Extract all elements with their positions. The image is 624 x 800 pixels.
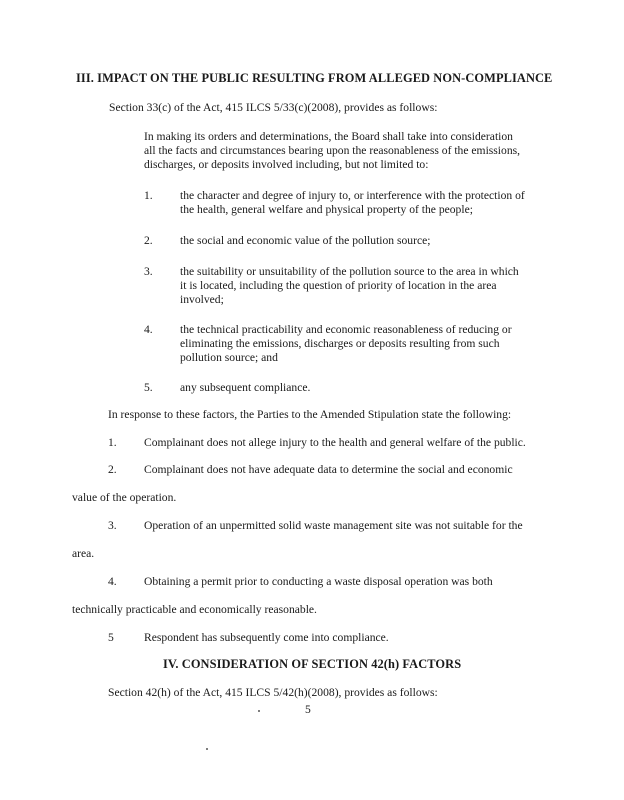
- factor-text: the social and economic value of the pollution source;: [180, 234, 431, 247]
- section-33c-intro: Section 33(c) of the Act, 415 ILCS 5/33(c)(2008), provides as follows:: [109, 101, 438, 114]
- factor-text: the character and degree of injury to, or interference with the protection of: [180, 189, 525, 202]
- factor-number: 3.: [144, 265, 153, 278]
- section-iii-heading: III. IMPACT ON THE PUBLIC RESULTING FROM ALLEGED NON-COMPLIANCE: [76, 71, 553, 85]
- response-intro: In response to these factors, the Parties to the Amended Stipulation state the following:: [108, 408, 512, 421]
- factor-text: the technical practicability and economic reasonableness of reducing or: [180, 323, 512, 336]
- response-number: 5: [108, 631, 114, 644]
- response-number: 1.: [108, 436, 117, 449]
- quote-line: all the facts and circumstances bearing upon the reasonableness of the emissions,: [144, 144, 521, 157]
- response-text-continuation: value of the operation.: [72, 491, 177, 504]
- factor-number: 5.: [144, 381, 153, 394]
- scan-speck: [206, 748, 208, 750]
- response-number: 4.: [108, 575, 117, 588]
- scan-speck: [258, 710, 260, 712]
- factor-number: 4.: [144, 323, 153, 336]
- factor-text: eliminating the emissions, discharges or deposits resulting from such: [180, 337, 500, 350]
- factor-text: the health, general welfare and physical property of the people;: [180, 203, 473, 216]
- response-text: Complainant does not have adequate data to determine the social and economic: [144, 463, 513, 476]
- quote-line: In making its orders and determinations, the Board shall take into consideration: [144, 130, 513, 143]
- section-42h-intro: Section 42(h) of the Act, 415 ILCS 5/42(h)(2008), provides as follows:: [108, 686, 438, 699]
- response-text: Complainant does not allege injury to the health and general welfare of the public.: [144, 436, 526, 449]
- factor-text: pollution source; and: [180, 351, 278, 364]
- response-text-continuation: area.: [72, 547, 95, 560]
- factor-number: 1.: [144, 189, 153, 202]
- response-text: Respondent has subsequently come into compliance.: [144, 631, 389, 644]
- page-number: 5: [305, 703, 311, 716]
- factor-text: involved;: [180, 293, 224, 306]
- section-iv-heading: IV. CONSIDERATION OF SECTION 42(h) FACTORS: [163, 657, 462, 671]
- response-number: 3.: [108, 519, 117, 532]
- response-text: Operation of an unpermitted solid waste management site was not suitable for the: [144, 519, 523, 532]
- factor-text: any subsequent compliance.: [180, 381, 311, 394]
- response-number: 2.: [108, 463, 117, 476]
- factor-number: 2.: [144, 234, 153, 247]
- factor-text: it is located, including the question of priority of location in the area: [180, 279, 497, 292]
- response-text-continuation: technically practicable and economically reasonable.: [72, 603, 317, 616]
- response-text: Obtaining a permit prior to conducting a waste disposal operation was both: [144, 575, 493, 588]
- quote-line: discharges, or deposits involved including, but not limited to:: [144, 158, 429, 171]
- factor-text: the suitability or unsuitability of the pollution source to the area in which: [180, 265, 519, 278]
